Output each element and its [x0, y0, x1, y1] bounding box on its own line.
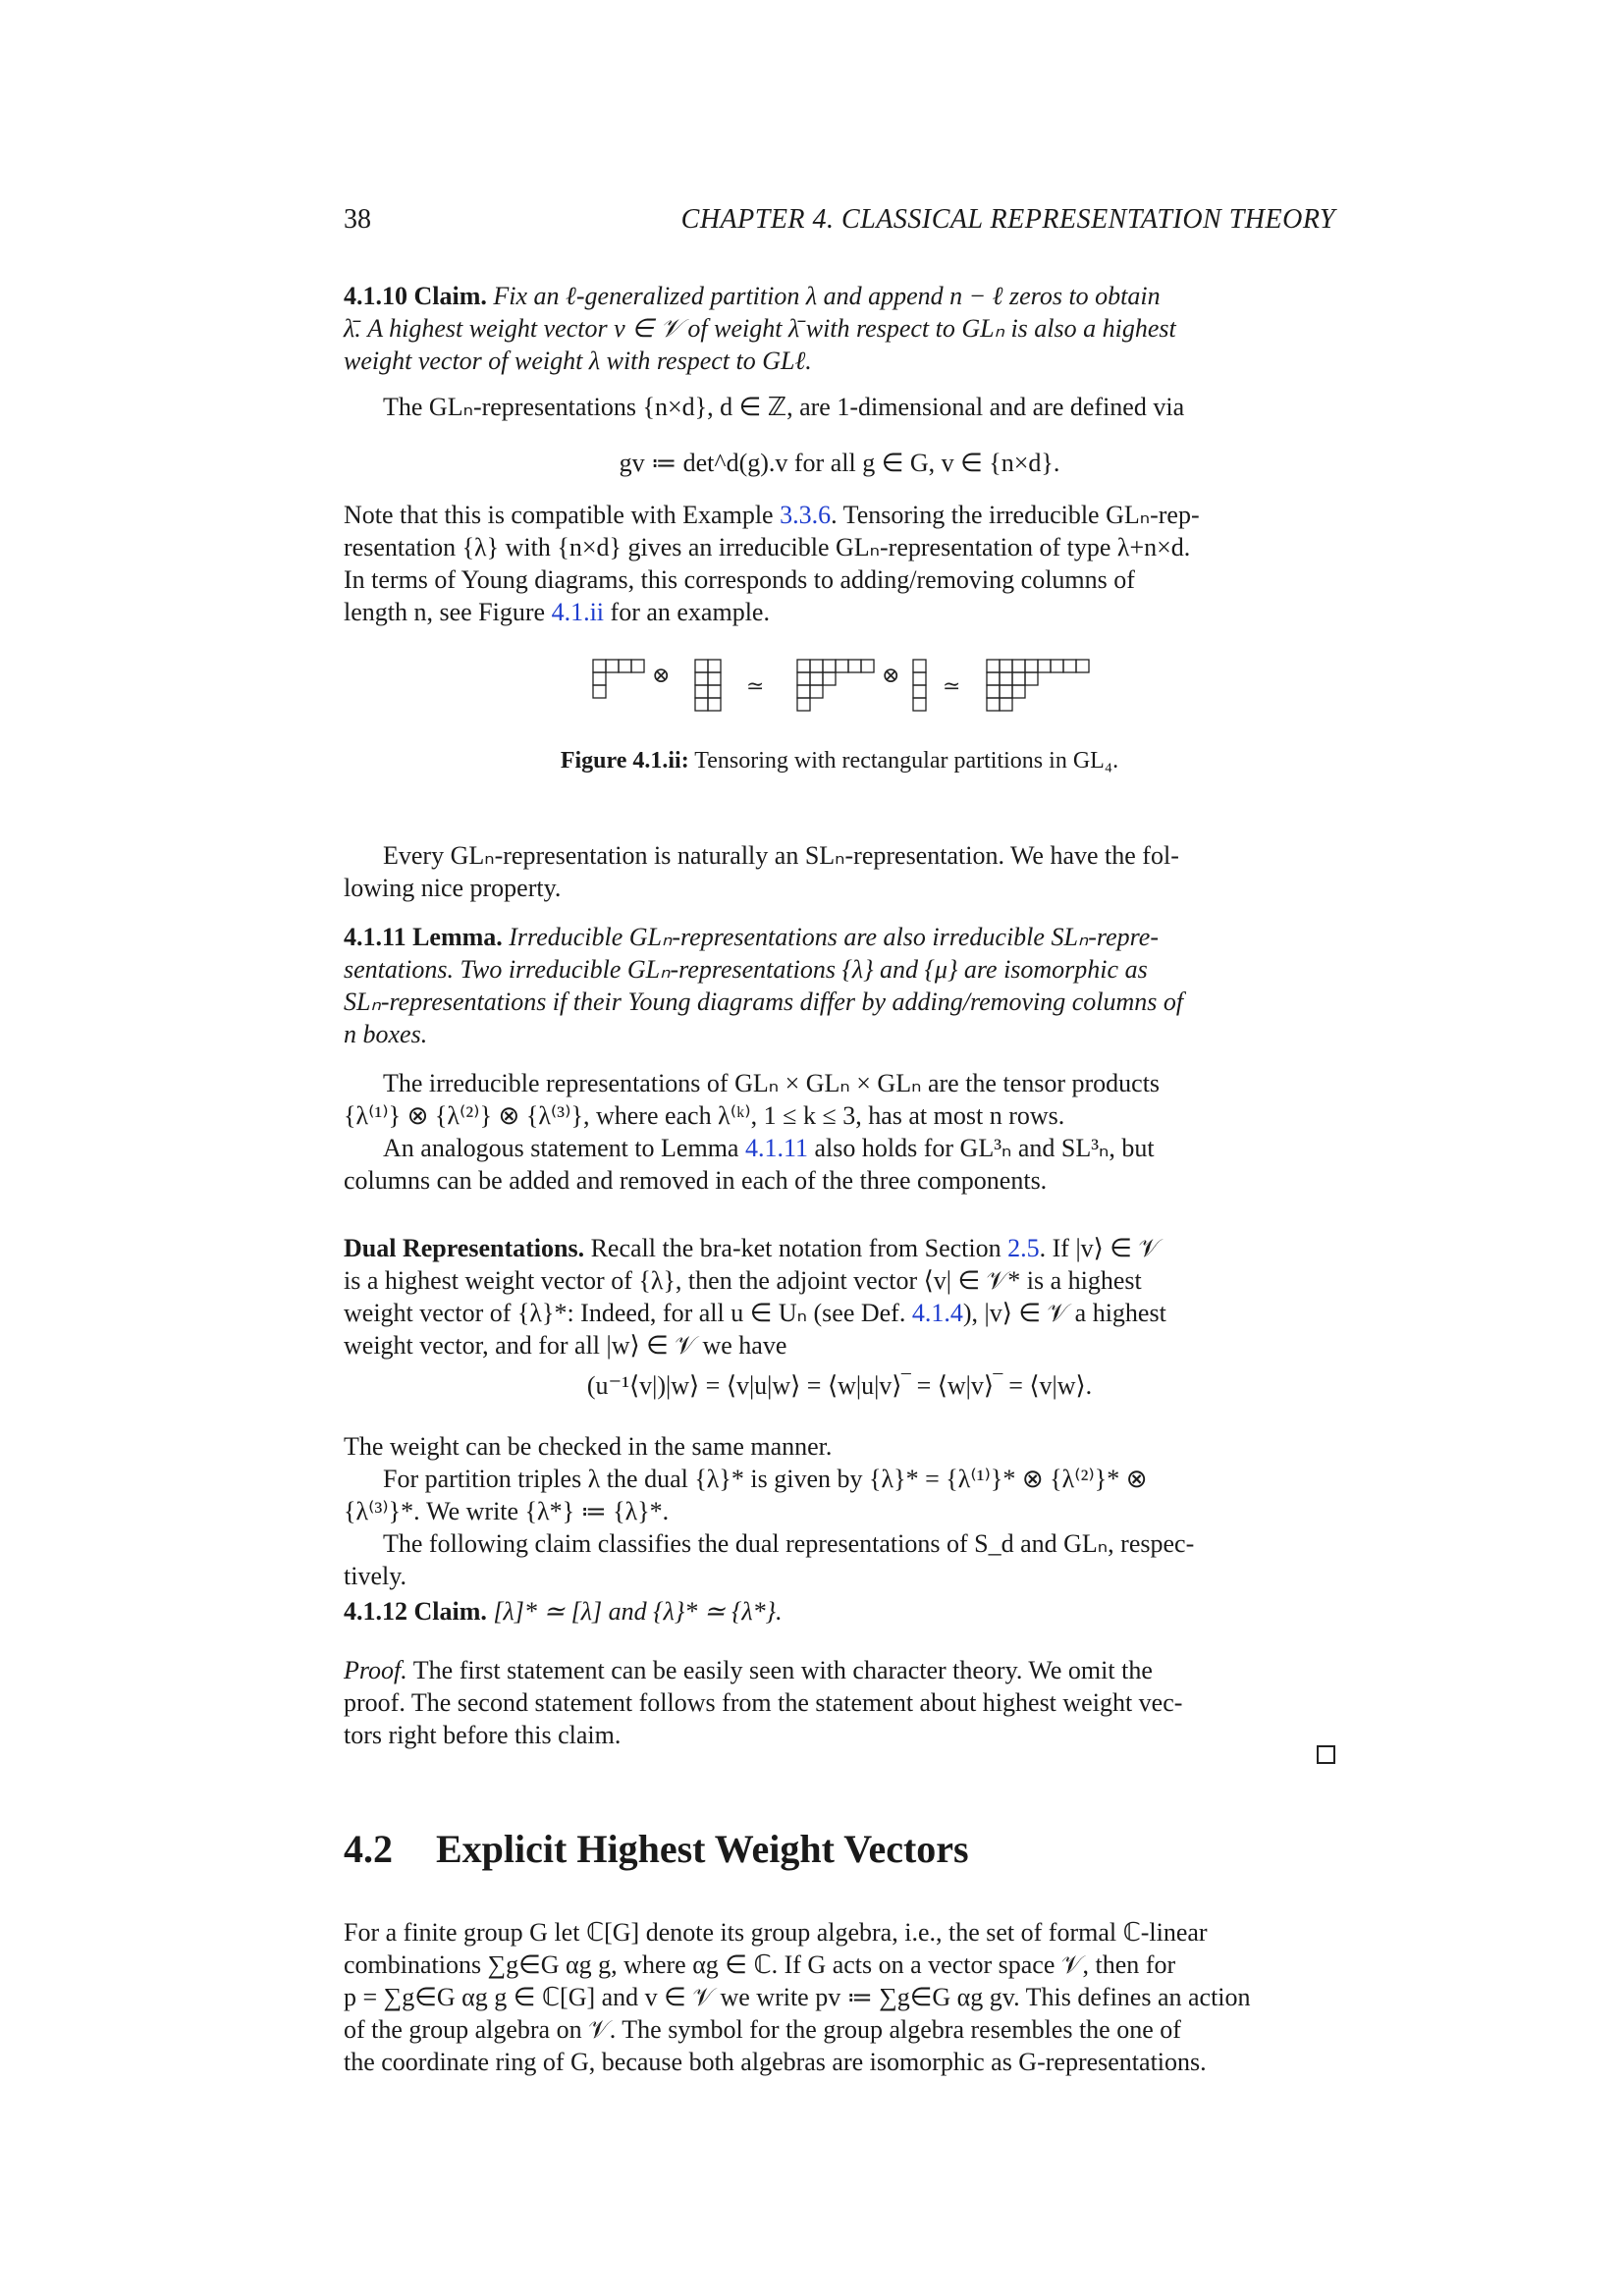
text-line: For partition triples λ the dual {λ}* is given by {λ}* = {λ⁽¹⁾}* ⊗ {λ⁽²⁾}* ⊗: [383, 1465, 1148, 1493]
young-diagram-5: [987, 660, 1089, 711]
claim-label: 4.1.12 Claim.: [344, 1597, 487, 1626]
example-link[interactable]: 3.3.6: [780, 501, 832, 529]
section-title: Explicit Highest Weight Vectors: [436, 1827, 969, 1871]
lemma-text-line: sentations. Two irreducible GLₙ-representations {λ} and {μ} are isomorphic as: [344, 955, 1148, 984]
text-line: In terms of Young diagrams, this corresponds to adding/removing columns of: [344, 565, 1135, 594]
figure-caption-text: Tensoring with rectangular partitions in GL₄.: [688, 748, 1119, 774]
text-line: The following claim classifies the dual representations of S_d and GLₙ, respec-: [383, 1529, 1195, 1558]
chapter-title: CHAPTER 4. CLASSICAL REPRESENTATION THEORY: [680, 204, 1335, 235]
text-line: lowing nice property.: [344, 874, 562, 902]
claim-text: [λ]* ≃ [λ] and {λ}* ≃ {λ*}.: [486, 1597, 783, 1626]
text-fragment: The first statement can be easily seen with character theory. We omit the: [406, 1656, 1153, 1684]
claim-text-line: λ̄. A highest weight vector v ∈ 𝒱 of weight λ̄ with respect to GLₙ is also a highest: [344, 314, 1176, 343]
dual-label: Dual Representations.: [344, 1234, 585, 1262]
iso-op: ≃: [943, 674, 961, 699]
text-line: The GLₙ-representations {n×d}, d ∈ ℤ, are 1-dimensional and are defined via: [383, 393, 1185, 421]
young-diagram-rect-2: [913, 660, 926, 711]
lemma-text-line: n boxes.: [344, 1020, 428, 1048]
young-diagram-3: [797, 660, 874, 711]
section-4-2-paragraph: [344, 1916, 1335, 2078]
text-line: {λ⁽¹⁾} ⊗ {λ⁽²⁾} ⊗ {λ⁽³⁾}, where each λ⁽ᵏ⁾, 1 ≤ k ≤ 3, has at most n rows.: [344, 1101, 1065, 1130]
claim-4-1-12: [344, 1595, 1335, 1628]
lemma-label: 4.1.11 Lemma.: [344, 923, 503, 951]
qed-box-icon: [1317, 1745, 1335, 1764]
young-diagram-1: [593, 660, 644, 698]
formula-det: gv ≔ det^d(g).v for all g ∈ G, v ∈ {n×d}.: [619, 449, 1060, 477]
page-number: 38: [344, 204, 371, 235]
text-fragment: An analogous statement to Lemma: [383, 1134, 745, 1162]
text-line: is a highest weight vector of {λ}, then the adjoint vector ⟨v| ∈ 𝒱* is a highest: [344, 1266, 1142, 1295]
proof: [344, 1654, 1335, 1751]
text-fragment: length n, see Figure: [344, 598, 552, 626]
paragraph-irreducible: [344, 1067, 1335, 1197]
text-line: of the group algebra on 𝒱. The symbol for the group algebra resembles the one of: [344, 2015, 1181, 2044]
text-fragment: . If |v⟩ ∈ 𝒱: [1039, 1234, 1161, 1262]
figure-link[interactable]: 4.1.ii: [551, 598, 605, 626]
text-fragment: . Tensoring the irreducible GLₙ-rep-: [831, 501, 1200, 529]
figure-label: Figure 4.1.ii:: [560, 748, 689, 774]
text-line: For a finite group G let ℂ[G] denote its group algebra, i.e., the set of formal ℂ-linear: [344, 1918, 1208, 1947]
proof-label: Proof.: [344, 1656, 407, 1684]
text-line: proof. The second statement follows from the statement about highest weight vec-: [344, 1688, 1183, 1717]
claim-4-1-10: [344, 280, 1335, 377]
text-line: tors right before this claim.: [344, 1721, 622, 1749]
text-fragment: also holds for GL³ₙ and SL³ₙ, but: [808, 1134, 1155, 1162]
text-line: columns can be added and removed in each of the three components.: [344, 1166, 1048, 1195]
text-line: weight vector, and for all |w⟩ ∈ 𝒱 we have: [344, 1331, 787, 1360]
young-diagram-rect-1: [695, 660, 721, 711]
running-header: [344, 196, 1335, 245]
lemma-text-line: Irreducible GLₙ-representations are also irreducible SLₙ-repre-: [509, 923, 1159, 951]
text-fragment: weight vector of {λ}*: Indeed, for all u ∈ Uₙ (see Def.: [344, 1299, 912, 1327]
text-line: Every GLₙ-representation is naturally an SLₙ-representation. We have the fol-: [383, 841, 1179, 870]
paragraph-every: [344, 839, 1335, 904]
claim-label: 4.1.10 Claim.: [344, 282, 487, 310]
lemma-link[interactable]: 4.1.11: [744, 1134, 809, 1162]
text-fragment: Note that this is compatible with Example: [344, 501, 781, 529]
iso-op: ≃: [746, 674, 765, 699]
young-diagrams-figure: [589, 658, 1100, 726]
text-line: The irreducible representations of GLₙ × GLₙ × GLₙ are the tensor products: [383, 1069, 1161, 1097]
text-line: The weight can be checked in the same manner.: [344, 1432, 833, 1461]
text-fragment: Recall the bra-ket notation from Section: [584, 1234, 1008, 1262]
section-heading: [344, 1826, 1335, 1872]
text-fragment: ), |v⟩ ∈ 𝒱 a highest: [962, 1299, 1166, 1327]
section-number: 4.2: [344, 1827, 393, 1871]
text-line: p = ∑g∈G αg g ∈ ℂ[G] and v ∈ 𝒱 we write pv ≔ ∑g∈G αg gv. This defines an action: [344, 1983, 1251, 2011]
section-link[interactable]: 2.5: [1007, 1234, 1040, 1262]
lemma-text-line: SLₙ-representations if their Young diagrams differ by adding/removing columns of: [344, 988, 1184, 1016]
dual-continued: [344, 1430, 1335, 1592]
claim-text-line: weight vector of weight λ with respect to GLℓ.: [344, 347, 812, 375]
text-line: {λ⁽³⁾}*. We write {λ*} ≔ {λ}*.: [344, 1497, 670, 1525]
tensor-op: ⊗: [882, 664, 900, 688]
text-line: the coordinate ring of G, because both algebras are isomorphic as G-representations.: [344, 2048, 1207, 2076]
formula-adjoint: (u⁻¹⟨v|)|w⟩ = ⟨v|u|w⟩ = ⟨w|u|v⟩‾ = ⟨w|v⟩‾ = ⟨v|w⟩.: [586, 1371, 1093, 1400]
definition-link[interactable]: 4.1.4: [911, 1299, 963, 1327]
tensor-op: ⊗: [652, 664, 671, 688]
dual-representations: [344, 1232, 1335, 1362]
figure-caption: [344, 748, 1335, 774]
text-line: combinations ∑g∈G αg g, where αg ∈ ℂ. If G acts on a vector space 𝒱, then for: [344, 1950, 1176, 1979]
text-line: resentation {λ} with {n×d} gives an irreducible GLₙ-representation of type λ+n×d.: [344, 533, 1191, 561]
text-fragment: for an example.: [604, 598, 770, 626]
paragraph-gl-1dim: [344, 391, 1335, 423]
lemma-4-1-11: [344, 921, 1335, 1050]
text-line: tively.: [344, 1562, 407, 1590]
claim-text-line: Fix an ℓ-generalized partition λ and append n − ℓ zeros to obtain: [493, 282, 1161, 310]
paragraph-compat: [344, 499, 1335, 628]
